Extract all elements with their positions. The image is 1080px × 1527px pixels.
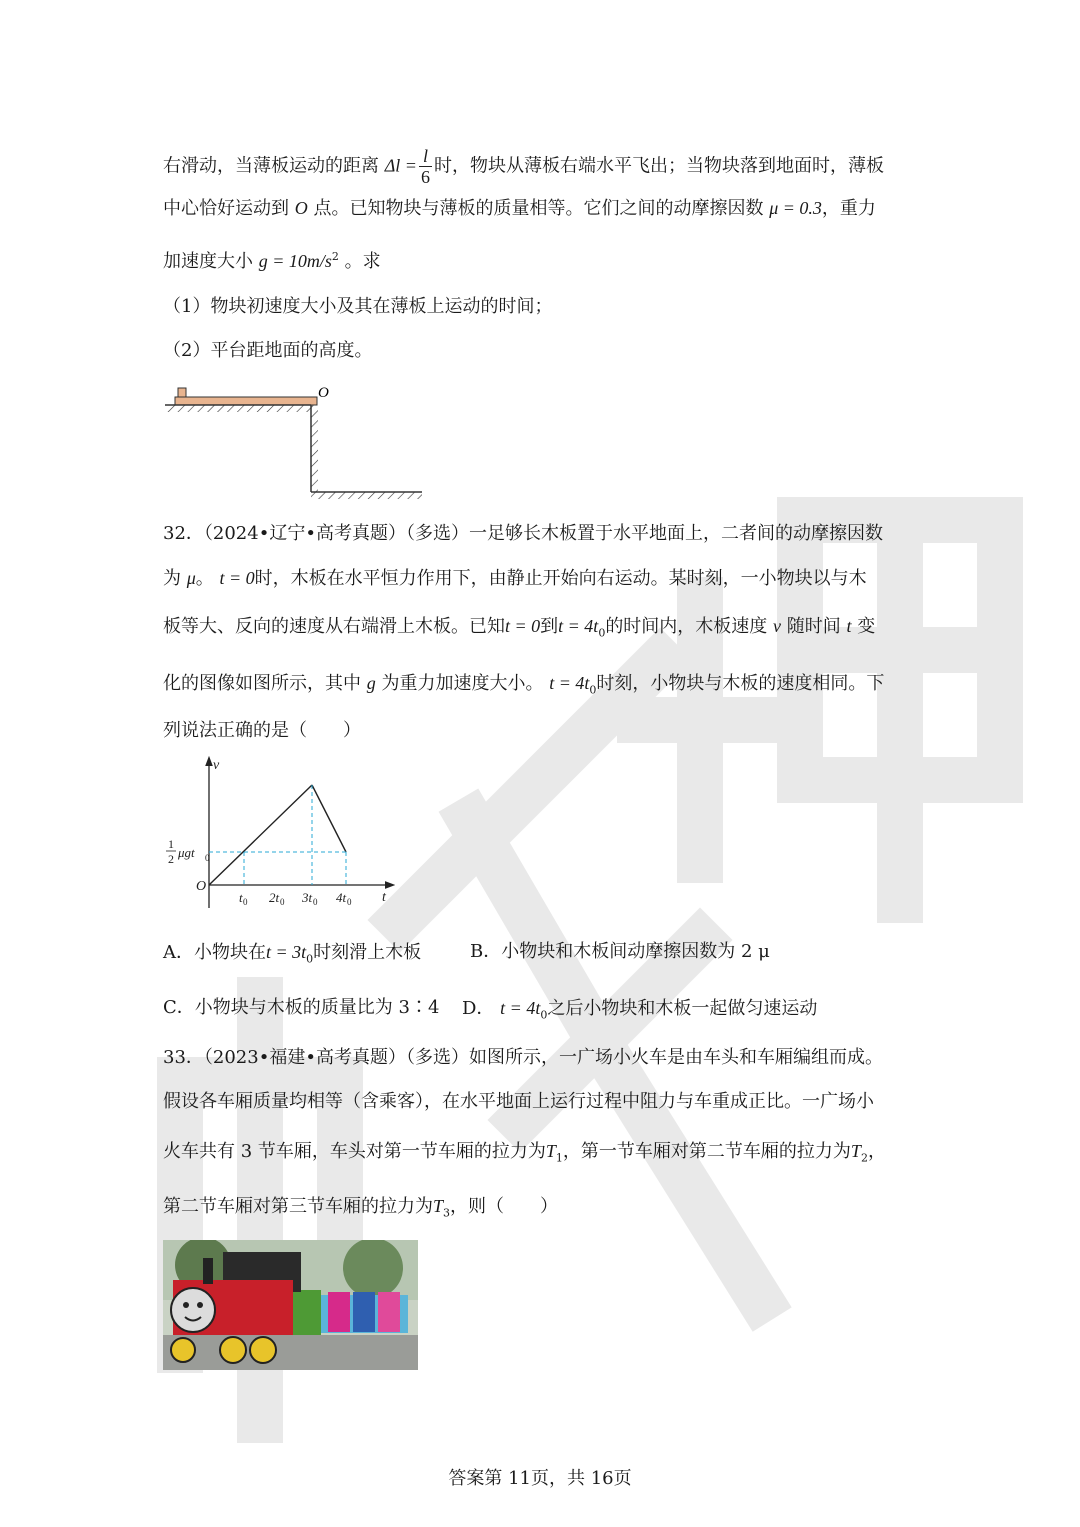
velocity-time-graph [160,755,400,915]
svg-text:0: 0 [280,897,285,907]
p31-question-2: （2）平台距地面的高度。 [163,340,373,361]
t-axis-label: t [382,890,386,905]
option-b: B．小物块和木板间动摩擦因数为 2 μ [470,941,770,962]
y-value-label: μgt [178,845,195,860]
origin-label: O [196,879,207,894]
svg-text:0: 0 [313,897,318,907]
p32-line-3: 板等大、反向的速度从右端滑上木板。已知t = 0到$t = 4t_0$的时间内，木板速度 v 随时间 t 变 [163,616,876,640]
p31-question-1: （1）物块初速度大小及其在薄板上运动的时间； [163,296,553,317]
option-d: D． $t = 4t_0$之后小物块和木板一起做匀速运动 [462,998,818,1022]
tick-4t0: 4t [336,890,347,905]
p33-line-4: 第二节车厢对第三节车厢的拉力为$T_3$，则（ ） [163,1196,559,1220]
block-shape [178,388,186,397]
svg-text:0: 0 [243,897,248,907]
y-value-denominator: 2 [168,852,174,866]
fraction-l-over-6: $\frac{l}{6}$ [420,146,430,187]
y-value-numerator: 1 [168,837,174,851]
p32-line-4: 化的图像如图所示，其中 g 为重力加速度大小。 $t = 4t_0$时刻，小物块与木板的速度相同。下 [163,673,885,697]
p31-line-3: 加速度大小 $g = 10m/s^2$ 。求 [163,250,381,272]
p32-line-1: 32．（2024•辽宁•高考真题）（多选）一足够长木板置于水平地面上，二者间的动摩擦因数 [163,523,883,544]
tick-2t0: 2t [269,890,280,905]
p33-line-3: 火车共有 3 节车厢，车头对第一节车厢的拉力为$T_1$，第一节车厢对第二节车厢的拉力为$T_2$， [163,1141,886,1165]
option-a: A．小物块在$t = 3t_0$时刻滑上木板 [163,942,422,966]
p33-line-2: 假设各车厢质量均相等（含乘客），在水平地面上运行过程中阻力与车重成正比。一广场小 [163,1091,874,1112]
point-o-label: O [318,385,329,401]
p32-line-5: 列说法正确的是（ ） [163,720,361,741]
svg-text:0: 0 [347,897,352,907]
graph-falling-segment [312,785,346,852]
thin-board-shape [175,397,317,405]
tick-3t0: 3t [302,890,313,905]
svg-text:0: 0 [205,853,210,863]
tick-t0: t [239,890,243,905]
p31-line-2: 中心恰好运动到 O 点。已知物块与薄板的质量相等。它们之间的动摩擦因数 μ = 0.3，重力 [163,198,876,219]
v-axis-label: v [213,758,220,773]
platform-diagram [160,380,430,500]
p32-line-2: 为 μ。 t = 0时，木板在水平恒力作用下，由静止开始向右运动。某时刻，一小物块以与木 [163,568,867,589]
graph-rising-segment [209,785,312,885]
option-c: C．小物块与木板的质量比为 3∶4 [163,997,440,1018]
page-footer: 答案第 11页，共 16页 [448,1468,632,1489]
p31-line-1: 右滑动，当薄板运动的距离 Δl = $\frac{l}{6}$ 时，物块从薄板右端水平飞出；当物块落到地面时，薄板 [163,146,884,187]
p33-line-1: 33．（2023•福建•高考真题）（多选）如图所示，一广场小火车是由车头和车厢编组而成。 [163,1047,883,1068]
train-photo [163,1240,418,1370]
